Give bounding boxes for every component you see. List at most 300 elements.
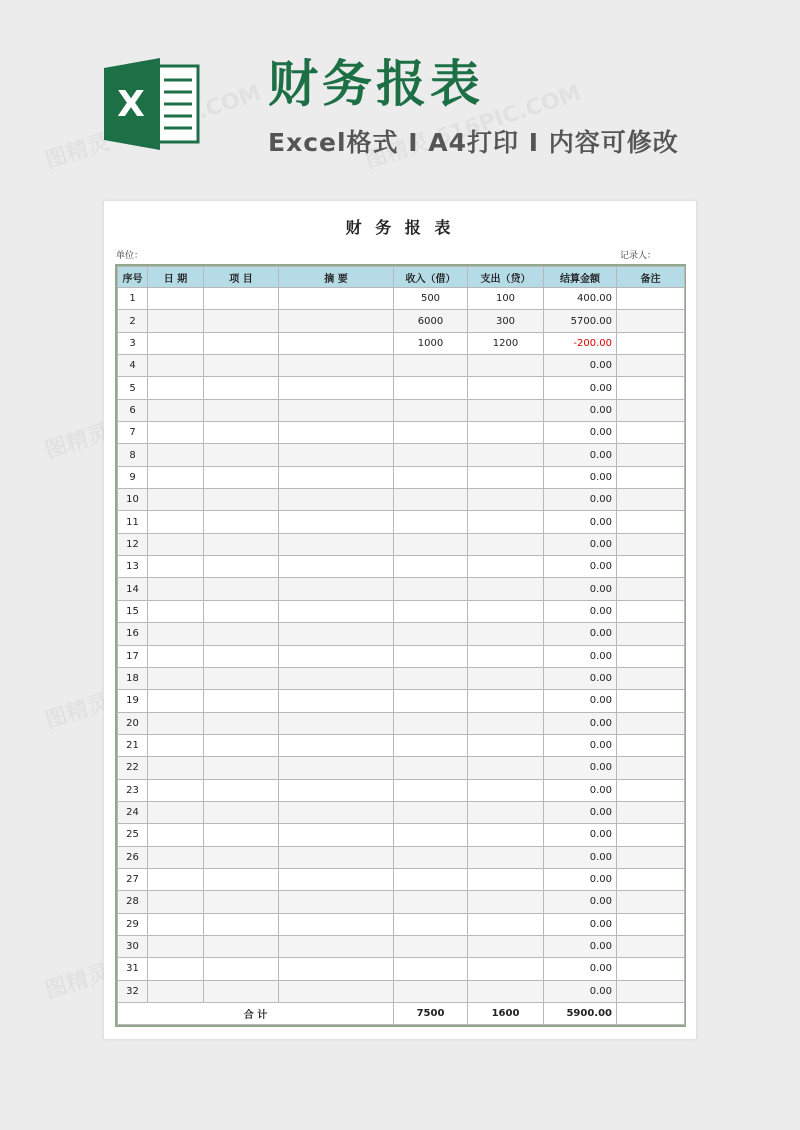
summary-cell[interactable] — [279, 734, 394, 756]
note-cell[interactable] — [617, 556, 685, 578]
expense-cell[interactable] — [468, 511, 544, 533]
table-row — [118, 980, 685, 1002]
summary-cell[interactable] — [279, 958, 394, 980]
date-cell[interactable] — [148, 980, 204, 1002]
note-cell[interactable] — [617, 757, 685, 779]
expense-cell[interactable] — [468, 846, 544, 868]
date-cell[interactable] — [148, 288, 204, 310]
item-cell[interactable] — [204, 511, 279, 533]
item-cell[interactable] — [204, 556, 279, 578]
table-row — [118, 288, 685, 310]
date-cell[interactable] — [148, 377, 204, 399]
expense-cell[interactable] — [468, 600, 544, 622]
balance-cell[interactable]: 0.00 — [544, 734, 617, 756]
date-cell[interactable] — [148, 489, 204, 511]
balance-cell[interactable]: 400.00 — [544, 288, 617, 310]
logo-letter: X — [117, 84, 145, 125]
income-cell[interactable] — [394, 399, 468, 421]
summary-cell[interactable] — [279, 801, 394, 823]
row-number-cell[interactable]: 1 — [118, 288, 148, 310]
balance-cell[interactable]: 0.00 — [544, 578, 617, 600]
note-cell[interactable] — [617, 399, 685, 421]
summary-cell[interactable] — [279, 868, 394, 890]
income-cell[interactable] — [394, 600, 468, 622]
table-row — [118, 645, 685, 667]
note-cell[interactable] — [617, 779, 685, 801]
table-row — [118, 690, 685, 712]
banner-title: 财务报表 — [268, 55, 484, 113]
summary-cell[interactable] — [279, 913, 394, 935]
date-cell[interactable] — [148, 958, 204, 980]
date-cell[interactable] — [148, 712, 204, 734]
balance-cell[interactable]: 0.00 — [544, 690, 617, 712]
table-row — [118, 422, 685, 444]
expense-cell[interactable] — [468, 623, 544, 645]
item-cell[interactable] — [204, 891, 279, 913]
expense-cell[interactable] — [468, 913, 544, 935]
note-cell[interactable] — [617, 690, 685, 712]
income-cell[interactable] — [394, 489, 468, 511]
note-cell[interactable] — [617, 355, 685, 377]
expense-cell[interactable]: 1200 — [468, 332, 544, 354]
table-row — [118, 891, 685, 913]
total-income: 7500 — [394, 1003, 468, 1025]
income-cell[interactable] — [394, 734, 468, 756]
summary-cell[interactable] — [279, 444, 394, 466]
summary-cell[interactable] — [279, 399, 394, 421]
date-cell[interactable] — [148, 422, 204, 444]
row-number-cell[interactable]: 6 — [118, 399, 148, 421]
expense-cell[interactable] — [468, 868, 544, 890]
note-cell[interactable] — [617, 444, 685, 466]
column-header: 摘 要 — [279, 267, 394, 288]
table-row — [118, 667, 685, 689]
summary-cell[interactable] — [279, 377, 394, 399]
item-cell[interactable] — [204, 355, 279, 377]
expense-cell[interactable] — [468, 935, 544, 957]
expense-cell[interactable] — [468, 980, 544, 1002]
summary-cell[interactable] — [279, 623, 394, 645]
date-cell[interactable] — [148, 757, 204, 779]
date-cell[interactable] — [148, 667, 204, 689]
row-number-cell[interactable]: 28 — [118, 891, 148, 913]
table-row — [118, 533, 685, 555]
expense-cell[interactable] — [468, 355, 544, 377]
income-cell[interactable] — [394, 801, 468, 823]
income-cell[interactable] — [394, 824, 468, 846]
balance-cell[interactable]: 0.00 — [544, 377, 617, 399]
row-number-cell[interactable]: 31 — [118, 958, 148, 980]
income-cell[interactable] — [394, 980, 468, 1002]
note-cell[interactable] — [617, 712, 685, 734]
note-cell[interactable] — [617, 645, 685, 667]
income-cell[interactable] — [394, 712, 468, 734]
balance-cell[interactable]: -200.00 — [544, 332, 617, 354]
table-row — [118, 958, 685, 980]
table-row — [118, 757, 685, 779]
table-row — [118, 310, 685, 332]
income-cell[interactable] — [394, 868, 468, 890]
table-row — [118, 623, 685, 645]
note-cell[interactable] — [617, 868, 685, 890]
summary-cell[interactable] — [279, 533, 394, 555]
balance-cell[interactable]: 0.00 — [544, 600, 617, 622]
income-cell[interactable] — [394, 444, 468, 466]
item-cell[interactable] — [204, 600, 279, 622]
total-expense: 1600 — [468, 1003, 544, 1025]
expense-cell[interactable] — [468, 779, 544, 801]
item-cell[interactable] — [204, 801, 279, 823]
table-row — [118, 913, 685, 935]
balance-cell[interactable]: 0.00 — [544, 556, 617, 578]
summary-cell[interactable] — [279, 332, 394, 354]
item-cell[interactable] — [204, 578, 279, 600]
note-cell[interactable] — [617, 466, 685, 488]
balance-cell[interactable]: 0.00 — [544, 489, 617, 511]
expense-cell[interactable] — [468, 712, 544, 734]
note-cell[interactable] — [617, 935, 685, 957]
item-cell[interactable] — [204, 623, 279, 645]
date-cell[interactable] — [148, 511, 204, 533]
date-cell[interactable] — [148, 868, 204, 890]
note-cell[interactable] — [617, 891, 685, 913]
expense-cell[interactable] — [468, 556, 544, 578]
row-number-cell[interactable]: 9 — [118, 466, 148, 488]
column-header: 日 期 — [148, 267, 204, 288]
date-cell[interactable] — [148, 734, 204, 756]
summary-cell[interactable] — [279, 712, 394, 734]
note-cell[interactable] — [617, 846, 685, 868]
date-cell[interactable] — [148, 623, 204, 645]
summary-cell[interactable] — [279, 556, 394, 578]
row-number-cell[interactable]: 26 — [118, 846, 148, 868]
note-cell[interactable] — [617, 511, 685, 533]
note-cell[interactable] — [617, 578, 685, 600]
expense-cell[interactable] — [468, 399, 544, 421]
summary-cell[interactable] — [279, 846, 394, 868]
note-cell[interactable] — [617, 377, 685, 399]
balance-cell[interactable]: 0.00 — [544, 801, 617, 823]
balance-cell[interactable]: 0.00 — [544, 422, 617, 444]
item-cell[interactable] — [204, 846, 279, 868]
balance-cell[interactable]: 0.00 — [544, 645, 617, 667]
income-cell[interactable] — [394, 355, 468, 377]
balance-cell[interactable]: 0.00 — [544, 444, 617, 466]
income-cell[interactable] — [394, 667, 468, 689]
balance-cell[interactable]: 0.00 — [544, 533, 617, 555]
table-row — [118, 779, 685, 801]
summary-cell[interactable] — [279, 600, 394, 622]
summary-cell[interactable] — [279, 824, 394, 846]
item-cell[interactable] — [204, 288, 279, 310]
summary-cell[interactable] — [279, 489, 394, 511]
summary-cell[interactable] — [279, 310, 394, 332]
summary-cell[interactable] — [279, 935, 394, 957]
balance-cell[interactable]: 0.00 — [544, 913, 617, 935]
item-cell[interactable] — [204, 779, 279, 801]
item-cell[interactable] — [204, 466, 279, 488]
row-number-cell[interactable]: 25 — [118, 824, 148, 846]
table-row — [118, 444, 685, 466]
item-cell[interactable] — [204, 645, 279, 667]
balance-cell[interactable]: 0.00 — [544, 980, 617, 1002]
date-cell[interactable] — [148, 444, 204, 466]
summary-cell[interactable] — [279, 422, 394, 444]
income-cell[interactable] — [394, 757, 468, 779]
income-cell[interactable]: 1000 — [394, 332, 468, 354]
item-cell[interactable] — [204, 444, 279, 466]
item-cell[interactable] — [204, 310, 279, 332]
note-cell[interactable] — [617, 489, 685, 511]
item-cell[interactable] — [204, 757, 279, 779]
note-cell[interactable] — [617, 980, 685, 1002]
row-number-cell[interactable]: 30 — [118, 935, 148, 957]
summary-cell[interactable] — [279, 645, 394, 667]
row-number-cell[interactable]: 20 — [118, 712, 148, 734]
table-row — [118, 466, 685, 488]
table-row — [118, 935, 685, 957]
balance-cell[interactable]: 0.00 — [544, 891, 617, 913]
date-cell[interactable] — [148, 846, 204, 868]
table-row — [118, 578, 685, 600]
row-number-cell[interactable]: 18 — [118, 667, 148, 689]
column-header: 备注 — [617, 267, 685, 288]
total-note-cell — [617, 1003, 685, 1025]
balance-cell[interactable]: 0.00 — [544, 779, 617, 801]
note-cell[interactable] — [617, 667, 685, 689]
item-cell[interactable] — [204, 980, 279, 1002]
table-row — [118, 355, 685, 377]
balance-cell[interactable]: 0.00 — [544, 868, 617, 890]
summary-cell[interactable] — [279, 355, 394, 377]
item-cell[interactable] — [204, 399, 279, 421]
ledger-table-frame — [115, 264, 686, 1027]
expense-cell[interactable] — [468, 690, 544, 712]
expense-cell[interactable] — [468, 667, 544, 689]
income-cell[interactable] — [394, 533, 468, 555]
note-cell[interactable] — [617, 600, 685, 622]
item-cell[interactable] — [204, 868, 279, 890]
income-cell[interactable] — [394, 935, 468, 957]
balance-cell[interactable]: 0.00 — [544, 466, 617, 488]
row-number-cell[interactable]: 2 — [118, 310, 148, 332]
total-row — [118, 1003, 685, 1025]
income-cell[interactable] — [394, 623, 468, 645]
row-number-cell[interactable]: 4 — [118, 355, 148, 377]
expense-cell[interactable] — [468, 824, 544, 846]
income-cell[interactable] — [394, 466, 468, 488]
expense-cell[interactable] — [468, 422, 544, 444]
summary-cell[interactable] — [279, 466, 394, 488]
date-cell[interactable] — [148, 310, 204, 332]
row-number-cell[interactable]: 15 — [118, 600, 148, 622]
date-cell[interactable] — [148, 332, 204, 354]
column-header: 收入（借） — [394, 267, 468, 288]
balance-cell[interactable]: 0.00 — [544, 824, 617, 846]
summary-cell[interactable] — [279, 757, 394, 779]
balance-cell[interactable]: 0.00 — [544, 399, 617, 421]
balance-cell[interactable]: 0.00 — [544, 623, 617, 645]
row-number-cell[interactable]: 12 — [118, 533, 148, 555]
note-cell[interactable] — [617, 958, 685, 980]
date-cell[interactable] — [148, 578, 204, 600]
note-cell[interactable] — [617, 422, 685, 444]
expense-cell[interactable] — [468, 801, 544, 823]
row-number-cell[interactable]: 23 — [118, 779, 148, 801]
note-cell[interactable] — [617, 332, 685, 354]
expense-cell[interactable] — [468, 533, 544, 555]
excel-logo-icon — [104, 58, 200, 150]
expense-cell[interactable] — [468, 891, 544, 913]
row-number-cell[interactable]: 22 — [118, 757, 148, 779]
note-cell[interactable] — [617, 623, 685, 645]
summary-cell[interactable] — [279, 891, 394, 913]
income-cell[interactable] — [394, 913, 468, 935]
table-row — [118, 511, 685, 533]
row-number-cell[interactable]: 10 — [118, 489, 148, 511]
column-header: 序号 — [118, 267, 148, 288]
item-cell[interactable] — [204, 958, 279, 980]
date-cell[interactable] — [148, 355, 204, 377]
date-cell[interactable] — [148, 556, 204, 578]
expense-cell[interactable]: 300 — [468, 310, 544, 332]
balance-cell[interactable]: 0.00 — [544, 757, 617, 779]
item-cell[interactable] — [204, 913, 279, 935]
income-cell[interactable]: 500 — [394, 288, 468, 310]
note-cell[interactable] — [617, 824, 685, 846]
total-label: 合 计 — [118, 1003, 394, 1025]
income-cell[interactable]: 6000 — [394, 310, 468, 332]
date-cell[interactable] — [148, 690, 204, 712]
ledger-table — [117, 266, 685, 1025]
expense-cell[interactable] — [468, 489, 544, 511]
row-number-cell[interactable]: 11 — [118, 511, 148, 533]
note-cell[interactable] — [617, 801, 685, 823]
item-cell[interactable] — [204, 667, 279, 689]
row-number-cell[interactable]: 8 — [118, 444, 148, 466]
expense-cell[interactable] — [468, 466, 544, 488]
item-cell[interactable] — [204, 533, 279, 555]
income-cell[interactable] — [394, 846, 468, 868]
row-number-cell[interactable]: 13 — [118, 556, 148, 578]
row-number-cell[interactable]: 29 — [118, 913, 148, 935]
income-cell[interactable] — [394, 891, 468, 913]
note-cell[interactable] — [617, 288, 685, 310]
summary-cell[interactable] — [279, 690, 394, 712]
item-cell[interactable] — [204, 712, 279, 734]
row-number-cell[interactable]: 32 — [118, 980, 148, 1002]
expense-cell[interactable] — [468, 757, 544, 779]
expense-cell[interactable] — [468, 734, 544, 756]
row-number-cell[interactable]: 7 — [118, 422, 148, 444]
date-cell[interactable] — [148, 801, 204, 823]
row-number-cell[interactable]: 19 — [118, 690, 148, 712]
item-cell[interactable] — [204, 332, 279, 354]
income-cell[interactable] — [394, 556, 468, 578]
note-cell[interactable] — [617, 913, 685, 935]
income-cell[interactable] — [394, 779, 468, 801]
balance-cell[interactable]: 0.00 — [544, 355, 617, 377]
row-number-cell[interactable]: 5 — [118, 377, 148, 399]
balance-cell[interactable]: 0.00 — [544, 958, 617, 980]
item-cell[interactable] — [204, 489, 279, 511]
item-cell[interactable] — [204, 935, 279, 957]
table-row — [118, 600, 685, 622]
row-number-cell[interactable]: 3 — [118, 332, 148, 354]
date-cell[interactable] — [148, 645, 204, 667]
income-cell[interactable] — [394, 377, 468, 399]
income-cell[interactable] — [394, 511, 468, 533]
summary-cell[interactable] — [279, 980, 394, 1002]
summary-cell[interactable] — [279, 288, 394, 310]
row-number-cell[interactable]: 17 — [118, 645, 148, 667]
balance-cell[interactable]: 0.00 — [544, 846, 617, 868]
income-cell[interactable] — [394, 578, 468, 600]
date-cell[interactable] — [148, 533, 204, 555]
income-cell[interactable] — [394, 422, 468, 444]
item-cell[interactable] — [204, 377, 279, 399]
recorder-label: 记录人： — [620, 251, 657, 261]
item-cell[interactable] — [204, 690, 279, 712]
balance-cell[interactable]: 0.00 — [544, 712, 617, 734]
table-header-row — [118, 267, 685, 288]
summary-cell[interactable] — [279, 667, 394, 689]
balance-cell[interactable]: 5700.00 — [544, 310, 617, 332]
table-row — [118, 824, 685, 846]
date-cell[interactable] — [148, 824, 204, 846]
note-cell[interactable] — [617, 310, 685, 332]
item-cell[interactable] — [204, 824, 279, 846]
summary-cell[interactable] — [279, 578, 394, 600]
row-number-cell[interactable]: 14 — [118, 578, 148, 600]
expense-cell[interactable] — [468, 578, 544, 600]
row-number-cell[interactable]: 16 — [118, 623, 148, 645]
row-number-cell[interactable]: 27 — [118, 868, 148, 890]
expense-cell[interactable] — [468, 645, 544, 667]
item-cell[interactable] — [204, 734, 279, 756]
item-cell[interactable] — [204, 422, 279, 444]
row-number-cell[interactable]: 21 — [118, 734, 148, 756]
income-cell[interactable] — [394, 645, 468, 667]
date-cell[interactable] — [148, 779, 204, 801]
date-cell[interactable] — [148, 399, 204, 421]
note-cell[interactable] — [617, 533, 685, 555]
spreadsheet-paper — [104, 201, 696, 1039]
summary-cell[interactable] — [279, 779, 394, 801]
expense-cell[interactable] — [468, 958, 544, 980]
expense-cell[interactable]: 100 — [468, 288, 544, 310]
balance-cell[interactable]: 0.00 — [544, 667, 617, 689]
table-row — [118, 377, 685, 399]
balance-cell[interactable]: 0.00 — [544, 935, 617, 957]
expense-cell[interactable] — [468, 377, 544, 399]
column-header: 支出（贷） — [468, 267, 544, 288]
income-cell[interactable] — [394, 690, 468, 712]
date-cell[interactable] — [148, 466, 204, 488]
column-header: 结算金额 — [544, 267, 617, 288]
date-cell[interactable] — [148, 913, 204, 935]
date-cell[interactable] — [148, 600, 204, 622]
balance-cell[interactable]: 0.00 — [544, 511, 617, 533]
date-cell[interactable] — [148, 935, 204, 957]
date-cell[interactable] — [148, 891, 204, 913]
summary-cell[interactable] — [279, 511, 394, 533]
expense-cell[interactable] — [468, 444, 544, 466]
note-cell[interactable] — [617, 734, 685, 756]
income-cell[interactable] — [394, 958, 468, 980]
row-number-cell[interactable]: 24 — [118, 801, 148, 823]
unit-label: 单位： — [116, 251, 144, 261]
